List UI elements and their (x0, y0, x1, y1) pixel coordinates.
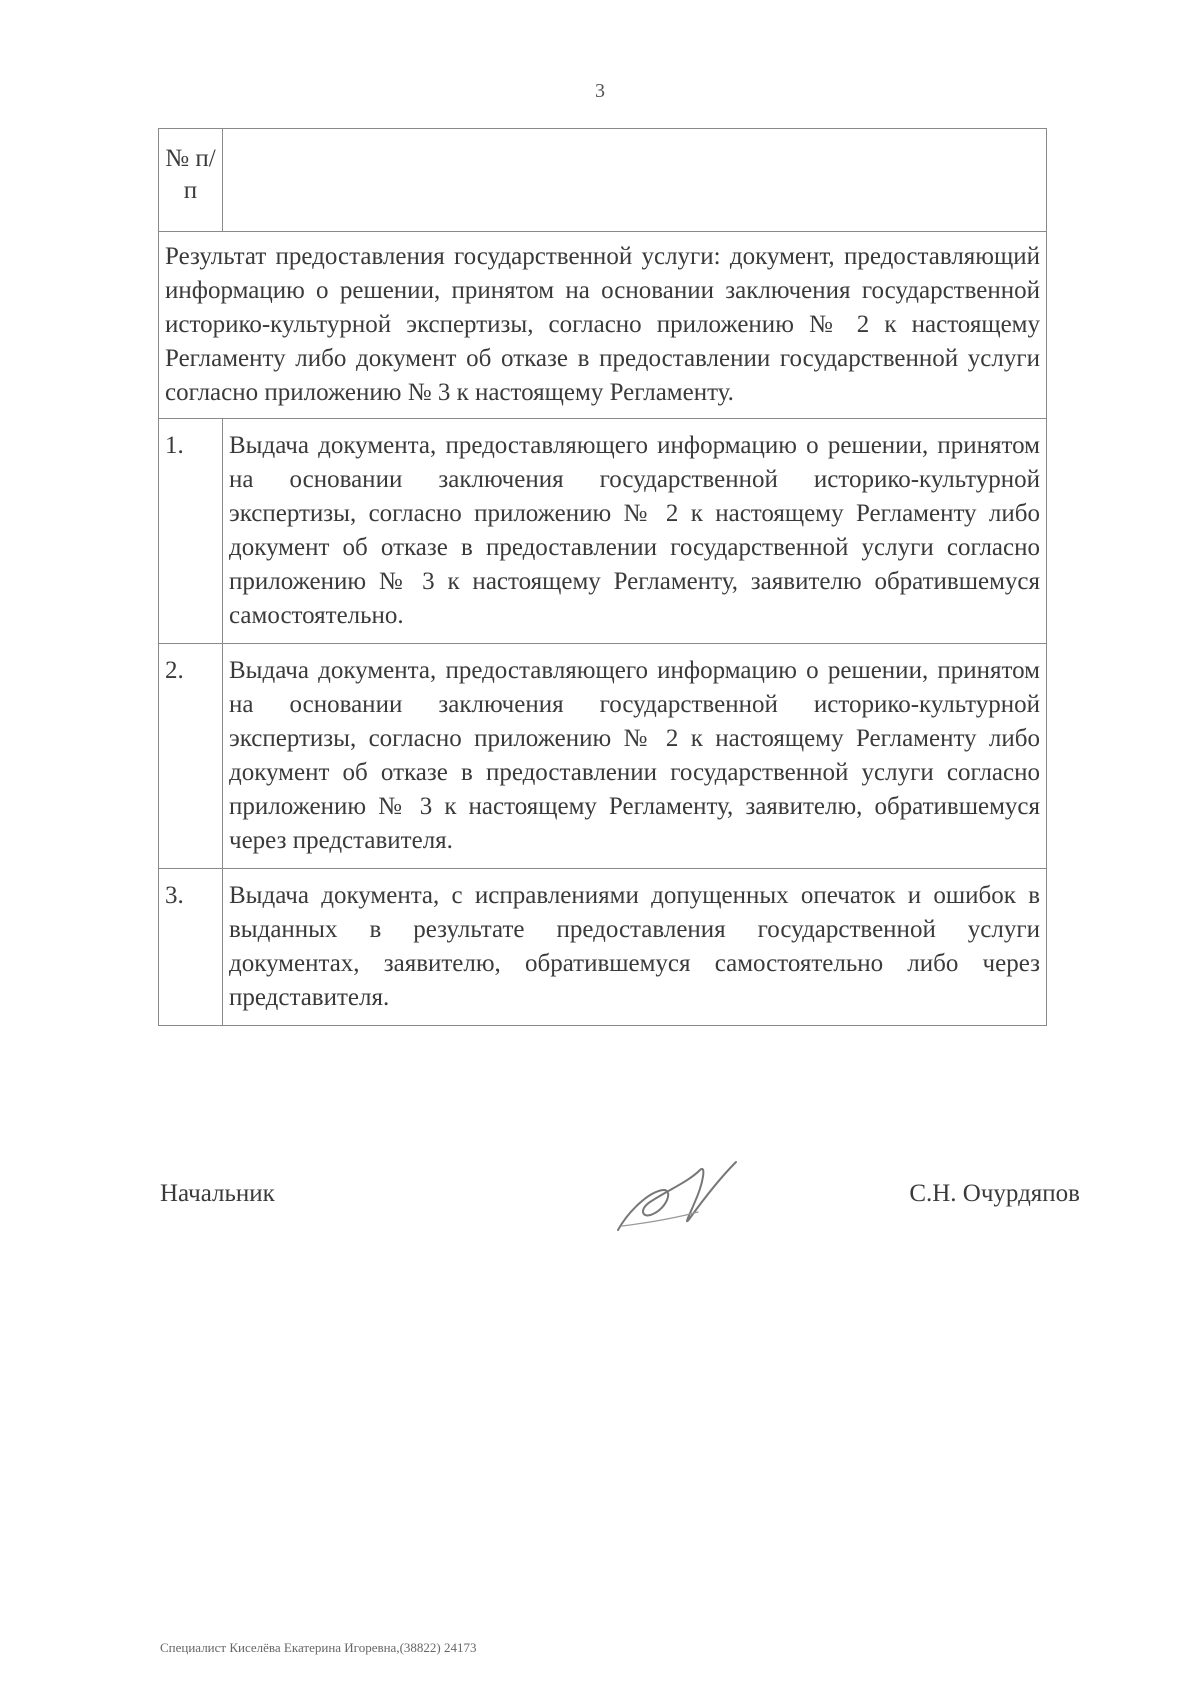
signer-name: С.Н. Очурдяпов (909, 1180, 1080, 1207)
services-table (158, 128, 1047, 1026)
handwritten-signature (608, 1152, 748, 1242)
row-text-cell: Выдача документа, с исправлениями допущенных опечаток и ошибок в выданных в результате предоставления государственной услуги документах, заявителю, обратившемуся самостоятельно либо через представителя. (223, 869, 1047, 1026)
table-row (159, 644, 1047, 869)
result-row (159, 232, 1047, 419)
row-text-cell: Выдача документа, предоставляющего информацию о решении, принятом на основании заключения государственной историко-культурной экспертизы, согласно приложению № 2 к настоящему Регламенту либо документ об отказе в предоставлении государственной услуги согласно приложению № 3 к настоящему Регламенту, заявителю обратившемуся самостоятельно. (223, 419, 1047, 644)
signature-block (160, 1172, 1080, 1252)
row-text-cell: Выдача документа, предоставляющего информацию о решении, принятом на основании заключения государственной историко-культурной экспертизы, согласно приложению № 2 к настоящему Регламенту либо документ об отказе в предоставлении государственной услуги согласно приложению № 3 к настоящему Регламенту, заявителю, обратившемуся через представителя. (223, 644, 1047, 869)
row-num-cell: 1. (159, 419, 223, 644)
result-cell: Результат предоставления государственной услуги: документ, предоставляющий информацию о решении, принятом на основании заключения государственной историко-культурной экспертизы, согласно приложению № 2 к настоящему Регламенту либо документ об отказе в предоставлении государственной услуги согласно приложению № 3 к настоящему Регламенту. (159, 232, 1047, 419)
header-empty-cell (223, 129, 1047, 232)
signer-position: Начальник (160, 1180, 275, 1207)
header-num-cell: № п/п (159, 129, 223, 232)
specialist-footer: Специалист Киселёва Екатерина Игоревна,(38822) 24173 (160, 1640, 477, 1655)
row-num-cell: 2. (159, 644, 223, 869)
table-row (159, 869, 1047, 1026)
row-num-cell: 3. (159, 869, 223, 1026)
table-header-row (159, 129, 1047, 232)
page-number: 3 (595, 80, 605, 102)
table-row (159, 419, 1047, 644)
